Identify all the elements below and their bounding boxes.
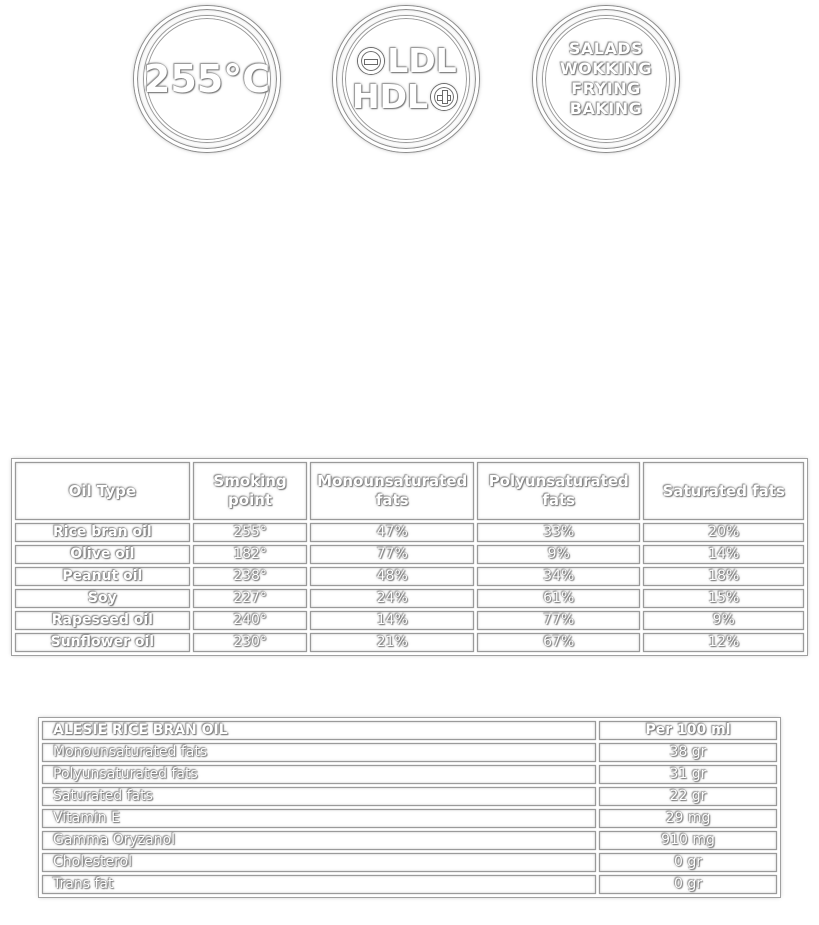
use-salads: SALADS <box>568 39 644 58</box>
nutrition-facts-table <box>39 718 780 897</box>
smoking-point: 227° <box>193 589 308 608</box>
table-row <box>15 523 804 542</box>
sat-value: 12% <box>643 633 804 652</box>
nutrient-value: 22 gr <box>599 787 777 806</box>
uses-badge <box>533 6 679 152</box>
smoking-point: 182° <box>193 545 308 564</box>
nutrient-value: 29 mg <box>599 809 777 828</box>
table-row <box>42 787 777 806</box>
nutrient-name: Saturated fats <box>42 787 596 806</box>
header-oil-type: Oil Type <box>15 462 190 520</box>
header-smoking-point: Smoking point <box>193 462 308 520</box>
smoking-point: 240° <box>193 611 308 630</box>
poly-value: 34% <box>477 567 641 586</box>
mono-value: 14% <box>310 611 474 630</box>
poly-value: 9% <box>477 545 641 564</box>
table-row <box>42 853 777 872</box>
nutrient-value: 910 mg <box>599 831 777 850</box>
poly-value: 77% <box>477 611 641 630</box>
use-baking: BAKING <box>569 99 643 118</box>
smoking-point: 230° <box>193 633 308 652</box>
nutrient-value: 31 gr <box>599 765 777 784</box>
nutrient-name: Vitamin E <box>42 809 596 828</box>
uses-badge-ring <box>543 16 669 142</box>
per-100ml-label: Per 100 ml <box>599 721 777 740</box>
header-saturated: Saturated fats <box>643 462 804 520</box>
smoking-point: 255° <box>193 523 308 542</box>
table-row <box>42 765 777 784</box>
sat-value: 15% <box>643 589 804 608</box>
oil-name: Soy <box>15 589 190 608</box>
cholesterol-badge-ring <box>343 16 469 142</box>
smoking-point-value: 255°C <box>143 57 271 101</box>
oil-name: Olive oil <box>15 545 190 564</box>
sat-value: 14% <box>643 545 804 564</box>
nutrient-name: Cholesterol <box>42 853 596 872</box>
smoking-point: 238° <box>193 567 308 586</box>
smoking-point-badge-ring <box>144 16 270 142</box>
nutrient-value: 0 gr <box>599 853 777 872</box>
nutrient-value: 0 gr <box>599 875 777 894</box>
plus-circle-icon <box>431 84 457 110</box>
use-wokking: WOKKING <box>559 59 653 78</box>
nutrient-name: Polyunsaturated fats <box>42 765 596 784</box>
table-header-row <box>15 462 804 520</box>
nutrient-value: 38 gr <box>599 743 777 762</box>
oil-name: Rice bran oil <box>15 523 190 542</box>
nutrient-name: Monounsaturated fats <box>42 743 596 762</box>
table-row <box>15 545 804 564</box>
hdl-line <box>352 79 460 115</box>
table-row <box>15 567 804 586</box>
poly-value: 61% <box>477 589 641 608</box>
mono-value: 77% <box>310 545 474 564</box>
table-row <box>15 611 804 630</box>
oil-name: Peanut oil <box>15 567 190 586</box>
product-title: ALESIE RICE BRAN OIL <box>42 721 596 740</box>
mono-value: 47% <box>310 523 474 542</box>
sat-value: 18% <box>643 567 804 586</box>
header-polyunsaturated: Polyunsaturated fats <box>477 462 641 520</box>
mono-value: 24% <box>310 589 474 608</box>
nutrition-header-row <box>42 721 777 740</box>
sat-value: 20% <box>643 523 804 542</box>
poly-value: 33% <box>477 523 641 542</box>
smoking-point-badge <box>134 6 280 152</box>
table-row <box>42 875 777 894</box>
minus-circle-icon <box>358 48 384 74</box>
mono-value: 48% <box>310 567 474 586</box>
table-row <box>15 589 804 608</box>
oil-comparison-table <box>12 459 807 655</box>
sat-value: 9% <box>643 611 804 630</box>
table-row <box>15 633 804 652</box>
table-row <box>42 743 777 762</box>
ldl-line <box>355 43 456 79</box>
cholesterol-badge <box>333 6 479 152</box>
use-frying: FRYING <box>571 79 641 98</box>
table-row <box>42 831 777 850</box>
oil-name: Sunflower oil <box>15 633 190 652</box>
ldl-label: LDL <box>387 41 457 80</box>
nutrient-name: Gamma Oryzanol <box>42 831 596 850</box>
nutrient-name: Trans fat <box>42 875 596 894</box>
hdl-label: HDL <box>351 77 429 116</box>
header-monounsaturated: Monounsaturated fats <box>310 462 474 520</box>
oil-name: Rapeseed oil <box>15 611 190 630</box>
poly-value: 67% <box>477 633 641 652</box>
table-row <box>42 809 777 828</box>
mono-value: 21% <box>310 633 474 652</box>
